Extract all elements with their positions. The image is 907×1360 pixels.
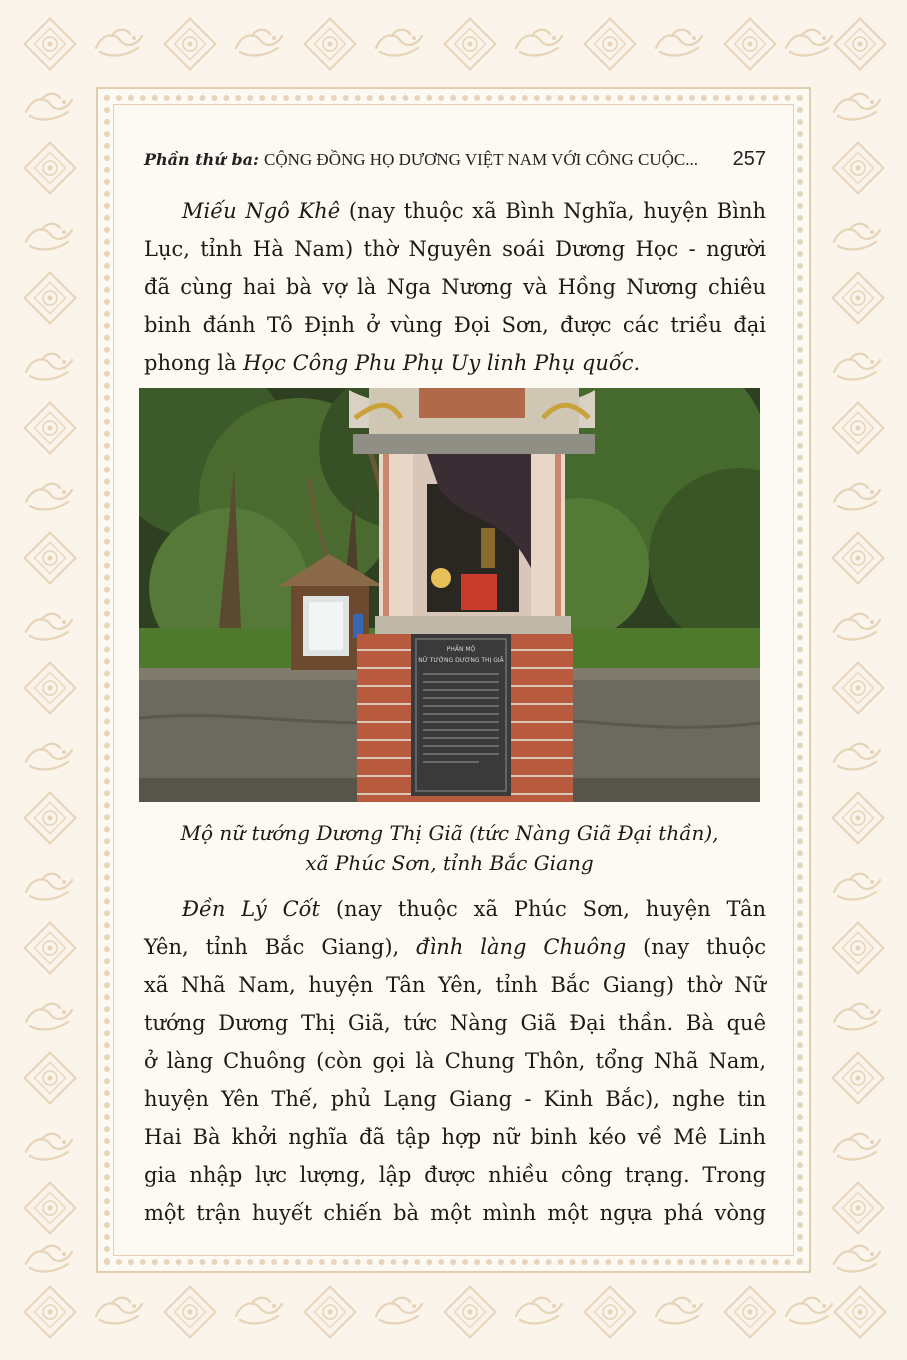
page-number: 257: [732, 148, 766, 170]
paragraph-line: huyện Yên Thế, phủ Lạng Giang - Kinh Bắc), nghe tin: [144, 1087, 766, 1111]
shrine-photo: [139, 388, 760, 802]
temple-name-ngo-khe: Miếu Ngô Khê: [182, 199, 341, 223]
paragraph-line: gia nhập lực lượng, lập được nhiều công trạng. Trong: [144, 1163, 766, 1187]
paragraph-line: [144, 192, 766, 230]
paragraph-line: một trận huyết chiến bà một mình một ngựa phá vòng: [144, 1201, 766, 1225]
paragraph-2: [144, 890, 766, 1232]
text-span: phong là: [144, 351, 244, 375]
paragraph-1: [144, 192, 766, 382]
honorific-title: Học Công Phu Phụ Uy linh Phụ quốc.: [243, 351, 641, 375]
plaque-heading-small: PHẦN MỘ: [446, 646, 476, 653]
header-title: CỘNG ĐỒNG HỌ DƯƠNG VIỆT NAM VỚI CÔNG CUỘC...: [264, 150, 698, 169]
paragraph-line: Lục, tỉnh Hà Nam) thờ Nguyên soái Dương Học - người: [144, 237, 766, 261]
paragraph-line: [144, 928, 766, 966]
paragraph-line: ở làng Chuông (còn gọi là Chung Thôn, tổng Nhã Nam,: [144, 1049, 766, 1073]
plaque-heading: NỮ TƯỚNG DƯƠNG THỊ GIÃ: [418, 657, 504, 664]
paragraph-line: [144, 890, 766, 928]
header-part: Phần thứ ba:: [144, 150, 259, 169]
header-text: [144, 150, 698, 170]
communal-house-name: đình làng Chuông: [416, 935, 627, 959]
paragraph-line: binh đánh Tô Định ở vùng Đọi Sơn, được các triều đại: [144, 313, 766, 337]
text-span: (nay thuộc xã Phúc Sơn, huyện Tân: [319, 897, 766, 921]
paragraph-line: đã cùng hai bà vợ là Nga Nương và Hồng Nương chiêu: [144, 275, 766, 299]
caption-line: xã Phúc Sơn, tỉnh Bắc Giang: [305, 851, 594, 875]
text-span: (nay thuộc xã Bình Nghĩa, huyện Bình: [340, 199, 766, 223]
paragraph-line: [144, 344, 766, 382]
caption-line: Mộ nữ tướng Dương Thị Giã (tức Nàng Giã Đại thần),: [180, 821, 719, 845]
photo-caption: [139, 818, 760, 878]
text-span: (nay thuộc: [626, 935, 766, 959]
paragraph-line: xã Nhã Nam, huyện Tân Yên, tỉnh Bắc Giang) thờ Nữ: [144, 973, 766, 997]
paragraph-line: tướng Dương Thị Giã, tức Nàng Giã Đại thần. Bà quê: [144, 1011, 766, 1035]
paragraph-line: Hai Bà khởi nghĩa đã tập hợp nữ binh kéo về Mê Linh: [144, 1125, 766, 1149]
temple-name-ly-cot: Đền Lý Cốt: [182, 897, 320, 921]
running-header: [144, 148, 766, 176]
text-span: Yên, tỉnh Bắc Giang),: [144, 935, 417, 959]
